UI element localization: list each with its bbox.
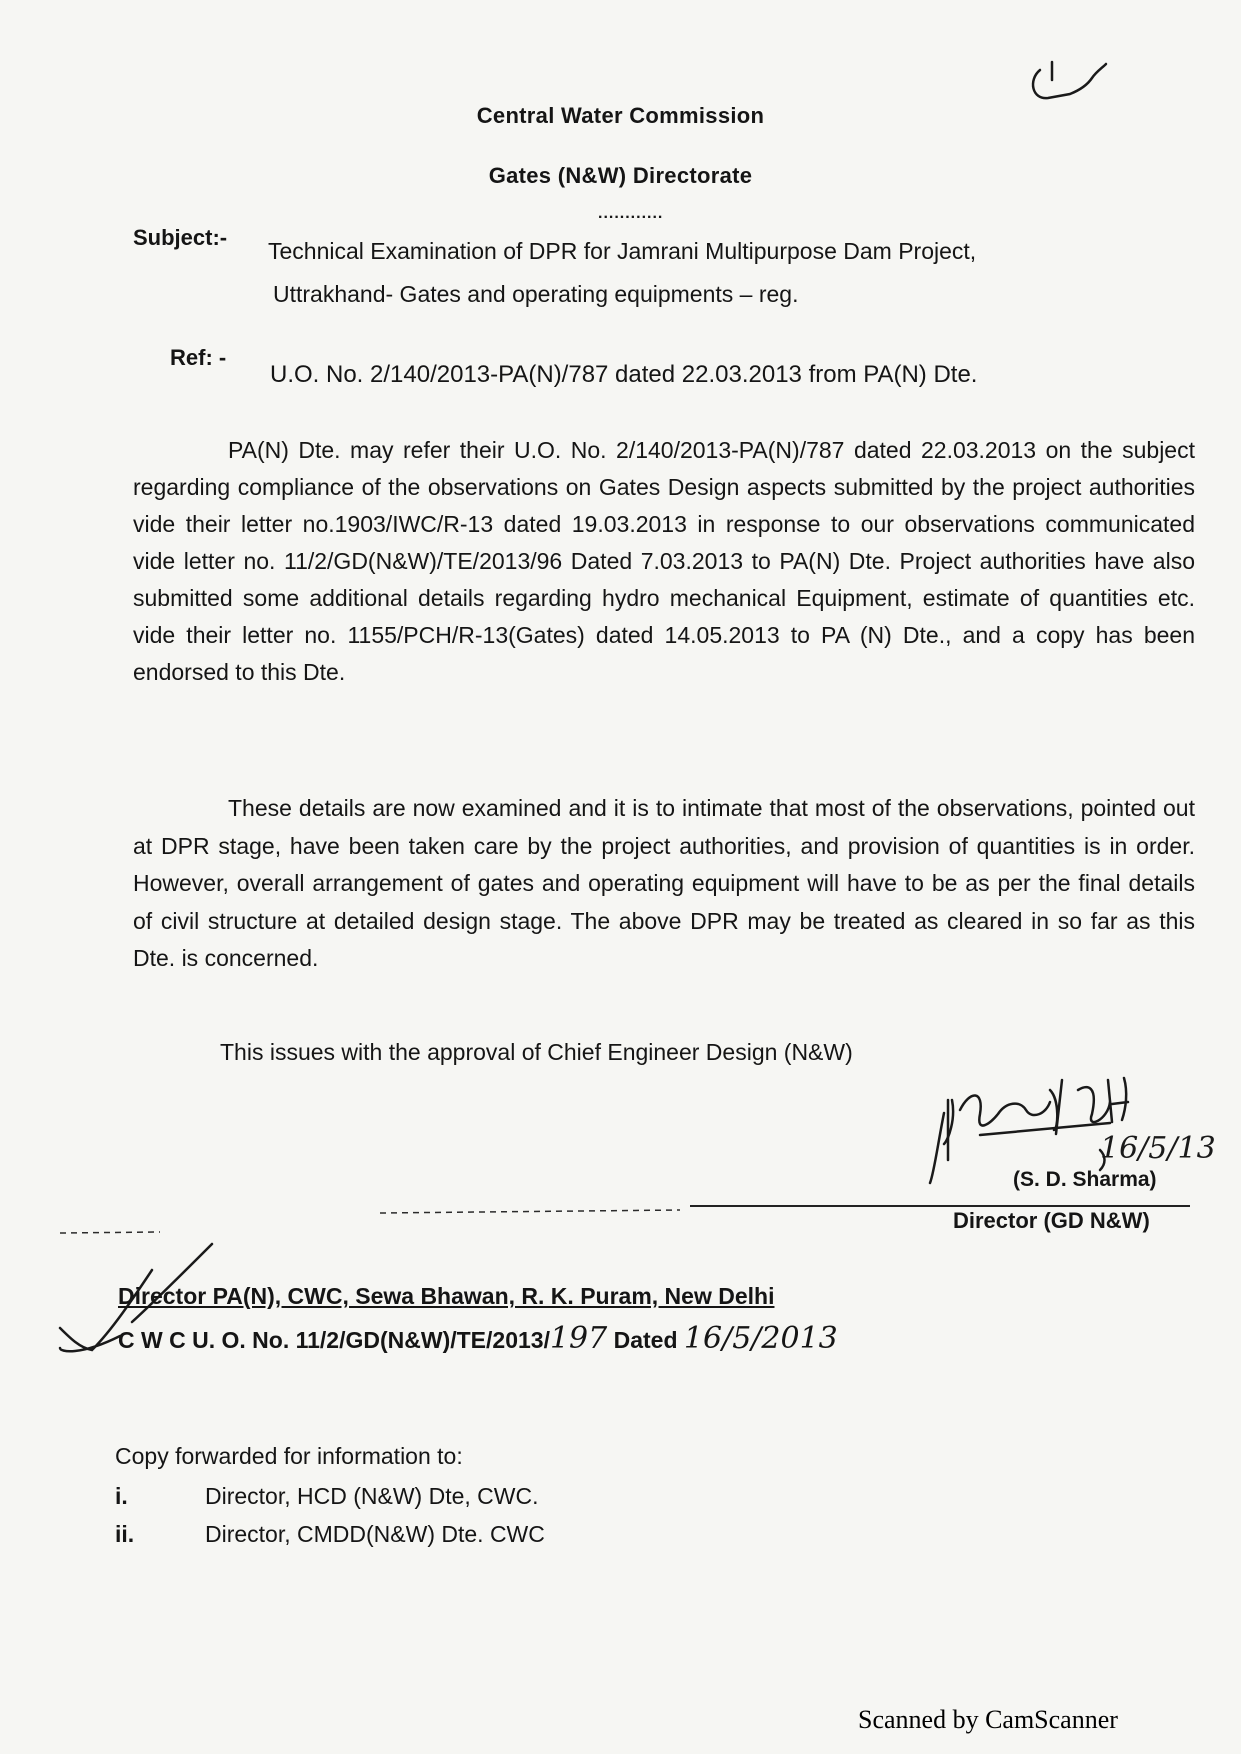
subject-line-1: Technical Examination of DPR for Jamrani Multipurpose Dam Project, <box>268 238 977 264</box>
subject-label: Subject:- <box>133 225 228 250</box>
ref-label: Ref: - <box>170 345 227 370</box>
handwritten-date: 16/5/13 <box>1100 1131 1216 1166</box>
subject-line-2: Uttrakhand- Gates and operating equipments – reg. <box>273 281 799 307</box>
uo-reference <box>118 1321 838 1356</box>
signature-stroke <box>930 1113 944 1183</box>
ref-text: U.O. No. 2/140/2013-PA(N)/787 dated 22.03.2013 from PA(N) Dte. <box>270 361 978 388</box>
signatory-designation: Director (GD N&W) <box>953 1208 1150 1233</box>
copy-item-text: Director, CMDD(N&W) Dte. CWC <box>205 1521 545 1547</box>
signature-rule <box>690 1205 1190 1207</box>
copy-item <box>115 1483 539 1510</box>
copy-heading: Copy forwarded for information to: <box>115 1443 463 1469</box>
scanner-watermark: Scanned by CamScanner <box>858 1705 1118 1734</box>
heading-separator: ............ <box>598 205 664 222</box>
copy-item-text: Director, HCD (N&W) Dte, CWC. <box>205 1483 539 1509</box>
uo-date: 16/5/2013 <box>683 1321 838 1356</box>
copy-item-number: i. <box>115 1483 128 1509</box>
uo-dated-label: Dated <box>613 1327 678 1353</box>
uo-number: 197 <box>549 1321 608 1356</box>
paragraph-2-text: These details are now examined and it is to intimate that most of the observations, pointed out at DPR stage, have been taken care by the project authorities, and provision of quantities is in order. However, overall arrangement of gates and operating equipment will have to be as per the final details of civil structure at detailed design stage. The above DPR may be treated as cleared in so far as this Dte. is concerned. <box>133 795 1195 971</box>
uo-prefix: C W C U. O. No. 11/2/GD(N&W)/TE/2013/ <box>118 1327 550 1353</box>
copy-item <box>115 1521 545 1548</box>
copy-item-number: ii. <box>115 1521 135 1547</box>
signatory-name: (S. D. Sharma) <box>1013 1168 1157 1191</box>
paragraph-1-text: PA(N) Dte. may refer their U.O. No. 2/140/2013-PA(N)/787 dated 22.03.2013 on the subject regarding compliance of the observations on Gates Design aspects submitted by the project authorities vide their letter no.1903/IWC/R-13 dated 19.03.2013 in response to our observations communicated vide letter no. 11/2/GD(N&W)/TE/2013/96 Dated 7.03.2013 to PA(N) Dte. Project authorities have also submitted some additional details regarding hydro mechanical Equipment, estimate of quantities etc. vide their letter no. 1155/PCH/R-13(Gates) dated 14.05.2013 to PA (N) Dte., and a copy has been endorsed to this Dte. <box>133 437 1195 685</box>
approval-line: This issues with the approval of Chief Engineer Design (N&W) <box>220 1039 853 1065</box>
org-heading: Central Water Commission <box>476 103 765 128</box>
directorate-heading: Gates (N&W) Directorate <box>488 163 753 188</box>
addressee-line: Director PA(N), CWC, Sewa Bhawan, R. K. Puram, New Delhi <box>118 1283 775 1309</box>
